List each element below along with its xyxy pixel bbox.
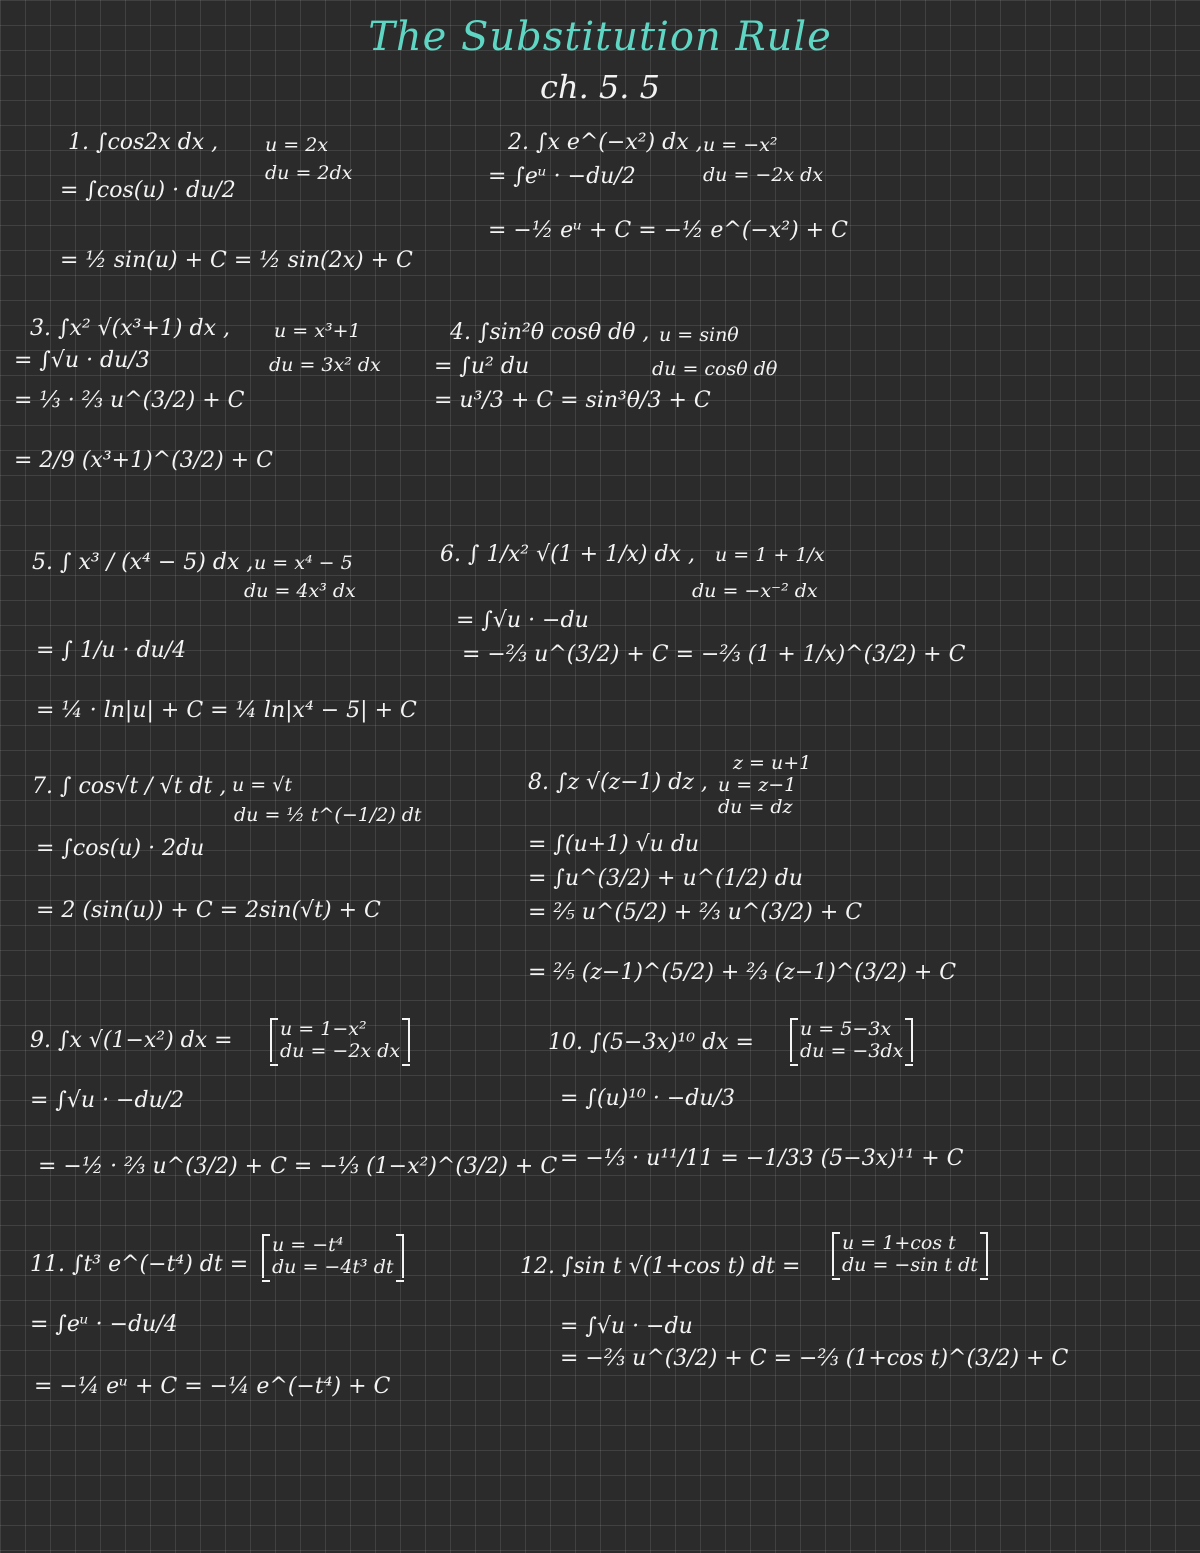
problem-7-result: = 2 (sin(u)) + C = 2sin(√t) + C [36,898,381,923]
problem-6-result: = −⅔ u^(3/2) + C = −⅔ (1 + 1/x)^(3/2) + C [462,642,966,667]
problem-11-substitution-box [262,1234,404,1278]
problem-1-result: = ½ sin(u) + C = ½ sin(2x) + C [60,248,413,273]
problem-6-substitution-u: u = 1 + 1/x [715,544,825,566]
problem-10-integral: 10. ∫(5−3x)¹⁰ dx = [548,1030,754,1055]
problem-1-step: = ∫cos(u) · du/2 [60,178,236,203]
problem-5-result: = ¼ · ln|u| + C = ¼ ln|x⁴ − 5| + C [36,698,417,723]
problem-7-substitution-u: u = √t [232,774,292,796]
problem-12-substitution-u: u = 1+cos t [842,1232,956,1254]
problem-2-result: = −½ eᵘ + C = −½ e^(−x²) + C [488,218,848,243]
problem-3-substitution-du: du = 3x² dx [269,354,381,376]
problem-10-substitution-box [790,1018,913,1062]
problem-3-result: = 2/9 (x³+1)^(3/2) + C [14,448,273,473]
problem-8-step-3: = ⅖ u^(5/2) + ⅔ u^(3/2) + C [528,900,863,925]
problem-8-step: = ∫(u+1) √u du [528,832,700,857]
problem-8-substitution-u: u = z−1 [718,774,797,796]
problem-8-result: = ⅖ (z−1)^(5/2) + ⅔ (z−1)^(3/2) + C [528,960,957,985]
problem-12-substitution-du: du = −sin t dt [842,1254,978,1276]
problem-9-result: = −½ · ⅔ u^(3/2) + C = −⅓ (1−x²)^(3/2) + C [38,1154,558,1179]
problem-10-substitution-u: u = 5−3x [800,1018,892,1040]
problem-11-integral: 11. ∫t³ e^(−t⁴) dt = [30,1252,249,1277]
problem-2-step: = ∫eᵘ · −du/2 [488,164,636,189]
problem-1-integral: 1. ∫cos2x dx , [68,130,219,155]
problem-9-substitution-du: du = −2x dx [280,1040,401,1062]
problem-7-substitution-du: du = ½ t^(−1/2) dt [234,804,422,826]
problem-3-substitution-u: u = x³+1 [274,320,361,342]
problem-1-substitution-du: du = 2dx [265,162,353,184]
problem-3-step-2: = ⅓ · ⅔ u^(3/2) + C [14,388,245,413]
problem-2-substitution-u: u = −x² [703,134,778,156]
problem-11-step: = ∫eᵘ · −du/4 [30,1312,178,1337]
problem-10-substitution-du: du = −3dx [800,1040,904,1062]
problem-8-step-2: = ∫u^(3/2) + u^(1/2) du [528,866,803,891]
problem-4-substitution-u: u = sinθ [659,324,739,346]
problem-1-substitution-u: u = 2x [265,134,329,156]
problem-5-integral: 5. ∫ x³ / (x⁴ − 5) dx , [32,550,254,575]
chapter-subtitle: ch. 5. 5 [540,68,660,106]
problem-5-substitution-du: du = 4x³ dx [244,580,356,602]
problem-9-substitution-u: u = 1−x² [280,1018,367,1040]
problem-12-substitution-box [832,1232,988,1276]
problem-8-substitution-z: z = u+1 [733,752,812,774]
problem-2-substitution-du: du = −2x dx [703,164,824,186]
problem-9-step: = ∫√u · −du/2 [30,1088,185,1113]
problem-7-step: = ∫cos(u) · 2du [36,836,205,861]
problem-2-integral: 2. ∫x e^(−x²) dx , [508,130,703,155]
problem-12-integral: 12. ∫sin t √(1+cos t) dt = [520,1254,801,1279]
problem-3-integral: 3. ∫x² √(x³+1) dx , [30,316,230,341]
problem-6-substitution-du: du = −x⁻² dx [692,580,818,602]
problem-9-substitution-box [270,1018,410,1062]
problem-9-integral: 9. ∫x √(1−x²) dx = [30,1028,233,1053]
page-title: The Substitution Rule [368,14,832,60]
problem-4-result: = u³/3 + C = sin³θ/3 + C [434,388,711,413]
problem-6-integral: 6. ∫ 1/x² √(1 + 1/x) dx , [440,542,695,567]
problem-12-result: = −⅔ u^(3/2) + C = −⅔ (1+cos t)^(3/2) + C [560,1346,1069,1371]
problem-5-step: = ∫ 1/u · du/4 [36,638,187,663]
problem-11-substitution-du: du = −4t³ dt [272,1256,394,1278]
problem-4-step: = ∫u² du [434,354,530,379]
problem-12-step: = ∫√u · −du [560,1314,693,1339]
problem-4-substitution-du: du = cosθ dθ [652,358,778,380]
problem-4-integral: 4. ∫sin²θ cosθ dθ , [450,320,650,345]
problem-3-step: = ∫√u · du/3 [14,348,150,373]
problem-11-result: = −¼ eᵘ + C = −¼ e^(−t⁴) + C [34,1374,391,1399]
problem-7-integral: 7. ∫ cos√t / √t dt , [32,774,227,799]
problem-8-integral: 8. ∫z √(z−1) dz , [528,770,708,795]
problem-10-step: = ∫(u)¹⁰ · −du/3 [560,1086,735,1111]
problem-6-step: = ∫√u · −du [456,608,589,633]
problem-5-substitution-u: u = x⁴ − 5 [254,552,353,574]
problem-8-substitution-du: du = dz [718,796,793,818]
problem-11-substitution-u: u = −t⁴ [272,1234,344,1256]
problem-10-result: = −⅓ · u¹¹/11 = −1/33 (5−3x)¹¹ + C [560,1146,964,1171]
